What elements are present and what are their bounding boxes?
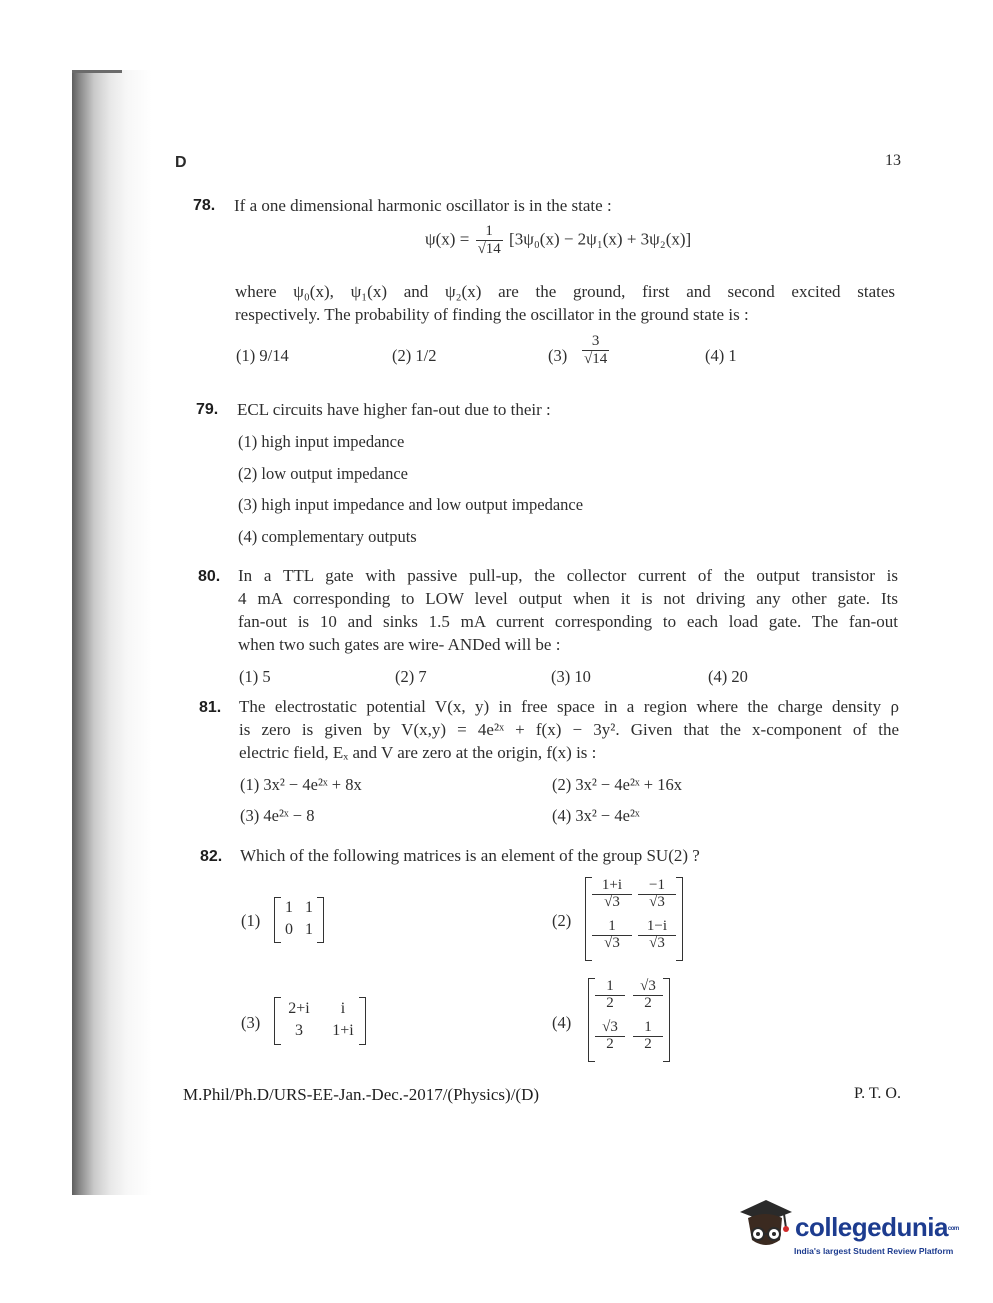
q79-stem: ECL circuits have higher fan-out due to their :: [237, 400, 551, 419]
q78-option-1: (1) 9/14: [236, 346, 289, 365]
q79-option-4: (4) complementary outputs: [238, 527, 417, 546]
page-number: 13: [885, 152, 901, 169]
matrix-cell: [638, 878, 676, 911]
q80-option-3: (3) 10: [551, 667, 591, 686]
set-code: D: [175, 154, 187, 171]
q78-option-3-num: 3: [591, 333, 600, 349]
q81-option-3: (3) 4e²ˣ − 8: [240, 806, 315, 825]
matrix-cell-num: 1: [608, 918, 616, 934]
matrix-cell-num: √3: [602, 1019, 618, 1035]
matrix-cell-den: √3: [592, 894, 632, 911]
scan-shadow-edge: [72, 70, 152, 1195]
q79-option-2: (2) low output impedance: [238, 464, 408, 483]
matrix-cell: 1+i: [332, 1022, 354, 1039]
q78-eq-lhs: ψ(x) =: [425, 229, 470, 249]
q80-number: 80.: [198, 568, 221, 585]
matrix-cell: [638, 919, 676, 952]
q81-line2: is zero is given by V(x,y) = 4e²ˣ + f(x) − 3y². Given that the x-component of the: [239, 720, 899, 739]
matrix-cell-den: 2: [633, 995, 663, 1012]
q80-line1: In a TTL gate with passive pull-up, the collector current of the output transistor is: [238, 566, 898, 585]
q81-line1: The electrostatic potential V(x, y) in free space in a region where the charge density ρ: [239, 697, 899, 716]
q80-line4: when two such gates are wire- ANDed will be :: [238, 635, 561, 654]
q78-equation: [425, 224, 691, 257]
q82-option-1-label: (1): [241, 911, 261, 930]
matrix-cell: 1: [285, 899, 293, 916]
q80-option-2: (2) 7: [395, 667, 427, 686]
q81-option-1: (1) 3x² − 4e²ˣ + 8x: [240, 775, 362, 794]
matrix-cell-num: −1: [649, 877, 665, 893]
q82-number: 82.: [200, 848, 223, 865]
q78-stem: If a one dimensional harmonic oscillator is in the state :: [234, 196, 612, 215]
q80-line3: fan-out is 10 and sinks 1.5 mA current corresponding to each load gate. The fan-out: [238, 612, 898, 631]
collegedunia-mascot-icon: [736, 1196, 796, 1256]
matrix-cell: [633, 1020, 663, 1053]
matrix-cell: i: [340, 1000, 346, 1017]
q78-option-3-frac: [582, 334, 609, 367]
matrix-cell-den: √3: [638, 894, 676, 911]
footer-pto: P. T. O.: [854, 1085, 901, 1102]
collegedunia-brand-text: collegedunia: [795, 1212, 948, 1242]
q78-option-3-den: √14: [584, 350, 608, 367]
q82-option-4-matrix: [588, 978, 670, 1062]
matrix-cell-num: √3: [640, 978, 656, 994]
matrix-cell: 1: [305, 899, 313, 916]
matrix-cell-num: 1: [644, 1019, 652, 1035]
q79-option-1: (1) high input impedance: [238, 432, 405, 451]
collegedunia-tagline: India's largest Student Review Platform: [794, 1246, 954, 1256]
q81-option-4: (4) 3x² − 4e²ˣ: [552, 806, 640, 825]
matrix-cell: [595, 1020, 625, 1053]
q81-option-2: (2) 3x² − 4e²ˣ + 16x: [552, 775, 682, 794]
matrix-cell-den: 2: [595, 995, 625, 1012]
matrix-cell: 3: [295, 1022, 303, 1039]
q78-option-3-label: (3): [548, 346, 568, 365]
matrix-cell-den: 2: [595, 1036, 625, 1053]
collegedunia-brand-suffix: com: [947, 1226, 959, 1233]
q78-number: 78.: [193, 197, 216, 214]
q80-option-1: (1) 5: [239, 667, 271, 686]
q82-option-2-label: (2): [552, 911, 572, 930]
q82-stem: Which of the following matrices is an element of the group SU(2) ?: [240, 846, 700, 865]
matrix-cell-num: 1−i: [646, 918, 668, 934]
matrix-cell: [592, 878, 632, 911]
matrix-cell-den: √3: [592, 935, 632, 952]
q78-eq-rhs: [3ψ₀(x) − 2ψ₁(x) + 3ψ₂(x)]: [509, 229, 692, 249]
q80-line2: 4 mA corresponding to LOW level output when it is not driving any other gate. Its: [238, 589, 898, 608]
q80-option-4: (4) 20: [708, 667, 748, 686]
q81-line3: electric field, Eₓ and V are zero at the origin, f(x) is :: [239, 743, 597, 762]
matrix-cell: 2+i: [288, 1000, 310, 1017]
collegedunia-brand: [795, 1212, 959, 1243]
matrix-cell-den: √3: [638, 935, 676, 952]
q82-option-2-matrix: [585, 877, 683, 961]
q78-option-4: (4) 1: [705, 346, 737, 365]
q79-number: 79.: [196, 401, 219, 418]
matrix-cell-den: 2: [633, 1036, 663, 1053]
q78-eq-frac-den: √14: [477, 240, 501, 257]
q78-line1: where ψ₀(x), ψ₁(x) and ψ₂(x) are the ground, first and second excited states: [235, 282, 895, 301]
matrix-cell: [592, 919, 632, 952]
q82-option-3-label: (3): [241, 1013, 261, 1032]
q82-option-4-label: (4): [552, 1013, 572, 1032]
footer-paper-code: M.Phil/Ph.D/URS-EE-Jan.-Dec.-2017/(Physics)/(D): [183, 1085, 540, 1104]
scan-edge-top: [72, 70, 122, 73]
q78-eq-frac-num: 1: [485, 223, 493, 239]
q82-option-3-matrix: [274, 997, 366, 1045]
q81-number: 81.: [199, 699, 222, 716]
q82-option-1-matrix: [274, 897, 324, 943]
matrix-cell-num: 1+i: [601, 877, 623, 893]
matrix-cell: [633, 979, 663, 1012]
matrix-cell: 1: [305, 921, 313, 938]
matrix-cell: [595, 979, 625, 1012]
q78-line2: respectively. The probability of finding the oscillator in the ground state is :: [235, 305, 749, 324]
q79-option-3: (3) high input impedance and low output impedance: [238, 495, 584, 514]
matrix-cell: 0: [285, 921, 293, 938]
q78-option-2: (2) 1/2: [392, 346, 437, 365]
matrix-cell-num: 1: [606, 978, 614, 994]
